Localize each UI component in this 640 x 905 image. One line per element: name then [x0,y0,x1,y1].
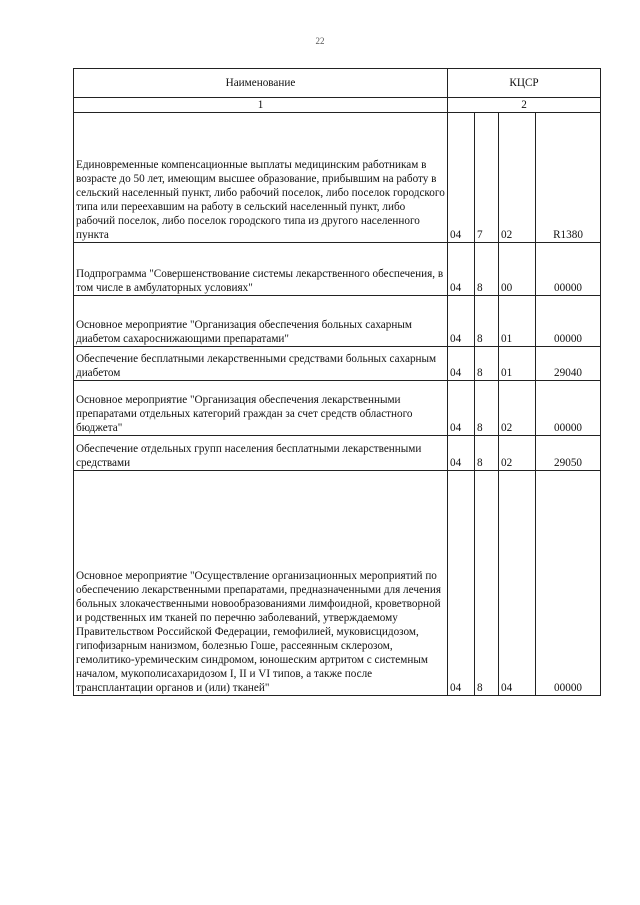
header-name: Наименование [74,69,448,98]
kcsr-table [73,68,601,696]
table-row [74,347,601,381]
row-name: Основное мероприятие "Организация обеспечения больных сахарным диабетом сахароснижающими препаратами" [74,296,448,347]
code-subprogram: 8 [475,436,499,471]
code-direction: 00000 [536,471,601,696]
header-kcsr: КЦСР [448,69,601,98]
code-subprogram: 7 [475,113,499,243]
code-program: 04 [448,436,475,471]
code-subprogram: 8 [475,381,499,436]
code-event: 02 [499,381,536,436]
code-event: 02 [499,113,536,243]
code-subprogram: 8 [475,471,499,696]
code-subprogram: 8 [475,243,499,296]
code-program: 04 [448,113,475,243]
code-direction: 29040 [536,347,601,381]
table-row [74,243,601,296]
code-direction: R1380 [536,113,601,243]
code-subprogram: 8 [475,296,499,347]
code-program: 04 [448,347,475,381]
code-program: 04 [448,296,475,347]
code-program: 04 [448,381,475,436]
code-direction: 00000 [536,381,601,436]
row-name: Обеспечение отдельных групп населения бесплатными лекарственными средствами [74,436,448,471]
code-event: 00 [499,243,536,296]
code-event: 01 [499,347,536,381]
row-name: Единовременные компенсационные выплаты медицинским работникам в возрасте до 50 лет, имеющим высшее образование, прибывшим на работу в сельский населенный пункт, либо рабочий поселок, либо поселок городского типа или переехавшим на работу в сельский населенный пункт, либо рабочий поселок, либо поселок городского типа из другого населенного пункта [74,113,448,243]
row-name: Обеспечение бесплатными лекарственными средствами больных сахарным диабетом [74,347,448,381]
table-row [74,436,601,471]
row-name: Подпрограмма "Совершенствование системы лекарственного обеспечения, в том числе в амбулаторных условиях" [74,243,448,296]
table-row [74,381,601,436]
page-number: 22 [315,36,325,46]
column-number-2: 2 [448,98,601,113]
table-row [74,296,601,347]
code-event: 01 [499,296,536,347]
row-name: Основное мероприятие "Осуществление организационных мероприятий по обеспечению лекарственными препаратами, предназначенными для лечения больных злокачественными новообразованиями лимфоидной, кроветворной и родственных им тканей по перечню заболеваний, утверждаемому Правительством Российской Федерации, гемофилией, муковисцидозом, гипофизарным нанизмом, болезнью Гоше, рассеянным склерозом, гемолитико-уремическим синдромом, юношеским артритом с системным началом, мукополисахаридозом I, II и VI типов, а также после трансплантации органов и (или) тканей" [74,471,448,696]
code-direction: 00000 [536,243,601,296]
code-subprogram: 8 [475,347,499,381]
table-row [74,113,601,243]
code-event: 02 [499,436,536,471]
code-program: 04 [448,243,475,296]
code-event: 04 [499,471,536,696]
row-name: Основное мероприятие "Организация обеспечения лекарственными препаратами отдельных категорий граждан за счет средств областного бюджета" [74,381,448,436]
column-numbers-row [74,98,601,113]
column-number-1: 1 [74,98,448,113]
table-header-row [74,69,601,98]
code-direction: 00000 [536,296,601,347]
code-direction: 29050 [536,436,601,471]
code-program: 04 [448,471,475,696]
table-row [74,471,601,696]
